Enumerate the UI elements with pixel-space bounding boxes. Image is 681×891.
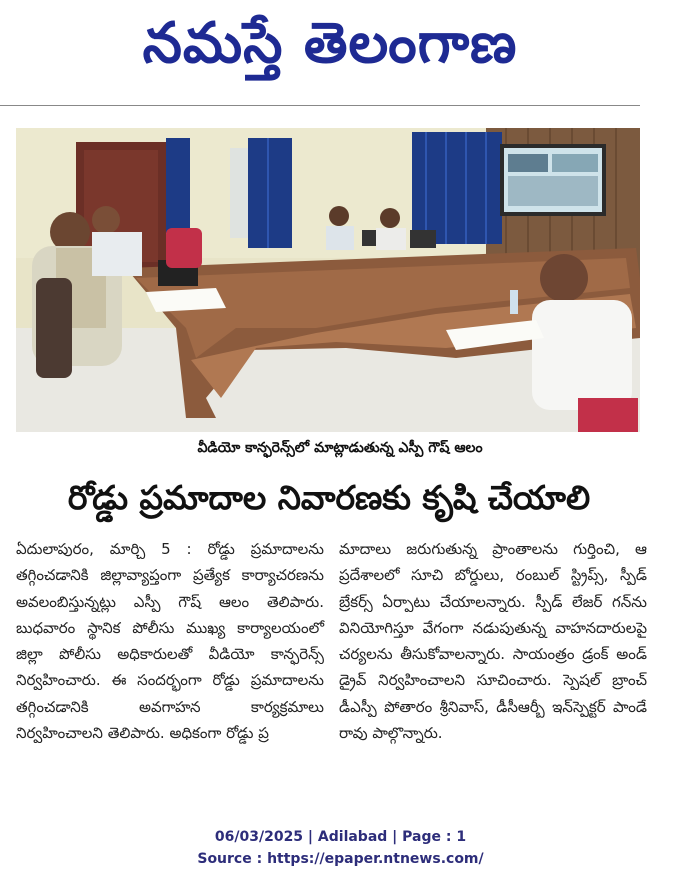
article-column-1 bbox=[16, 536, 324, 746]
masthead-title: నమస్తే తెలంగాణ bbox=[142, 11, 518, 76]
conference-room-photo bbox=[16, 128, 640, 432]
article-headline: రోడ్డు ప్రమాదాల నివారణకు కృషి చేయాలి bbox=[67, 478, 591, 517]
article-body-2: మాదాలు జరుగుతున్న ప్రాంతాలను గుర్తించి, ఆ ప్రదేశాలలో సూచి బోర్డులు, రంబుల్ స్ట్రిప్స్, స్పీడ్ బ్రేకర్స్ ఏర్పాటు చేయాలన్నారు. స్పీడ్ లేజర్ గన్‌ను వినియోగిస్తూ వేగంగా నడుపుతున్న వాహనదారులపై చర్యలను తీసుకోవాలన్నారు. సాయంత్రం డ్రంక్ అండ్ డ్రైవ్ నిర్వహించాలని సూచించారు. స్పెషల్ బ్రాంచ్ డీఎస్పీ పోతారం శ్రీనివాస్, డీసీఆర్బీ ఇన్‌స్పెక్టర్ పాండే రావు పాల్గొన్నారు. bbox=[339, 540, 647, 743]
news-photo bbox=[16, 128, 640, 432]
footer-source: Source : https://epaper.ntnews.com/ bbox=[197, 851, 484, 867]
article-column-2 bbox=[339, 536, 647, 746]
newspaper-masthead bbox=[110, 6, 550, 82]
photo-caption: వీడియో కాన్ఫరెన్స్‌లో మాట్లాడుతున్న ఎస్పీ గౌష్ ఆలం bbox=[197, 440, 483, 456]
masthead-divider bbox=[0, 105, 640, 106]
footer-date-edition: 06/03/2025 | Adilabad | Page : 1 bbox=[214, 829, 467, 845]
article-body-1: ఏదులాపురం, మార్చి 5 : రోడ్డు ప్రమాదాలను తగ్గించడానికి జిల్లావ్యాప్తంగా ప్రత్యేక కార్యాచరణను అవలంబిస్తున్నట్లు ఎస్పీ గౌష్ ఆలం తెలిపారు. బుధవారం స్థానిక పోలీసు ముఖ్య కార్యాలయంలో జిల్లా పోలీసు అధికారులతో వీడియో కాన్ఫరెన్స్ నిర్వహించారు. ఈ సందర్భంగా రోడ్డు ప్రమాదాలను తగ్గించడానికి అవగాహన కార్యక్రమాలు నిర్వహించాలని తెలిపారు. అధికంగా రోడ్డు ప్ర bbox=[16, 540, 324, 743]
